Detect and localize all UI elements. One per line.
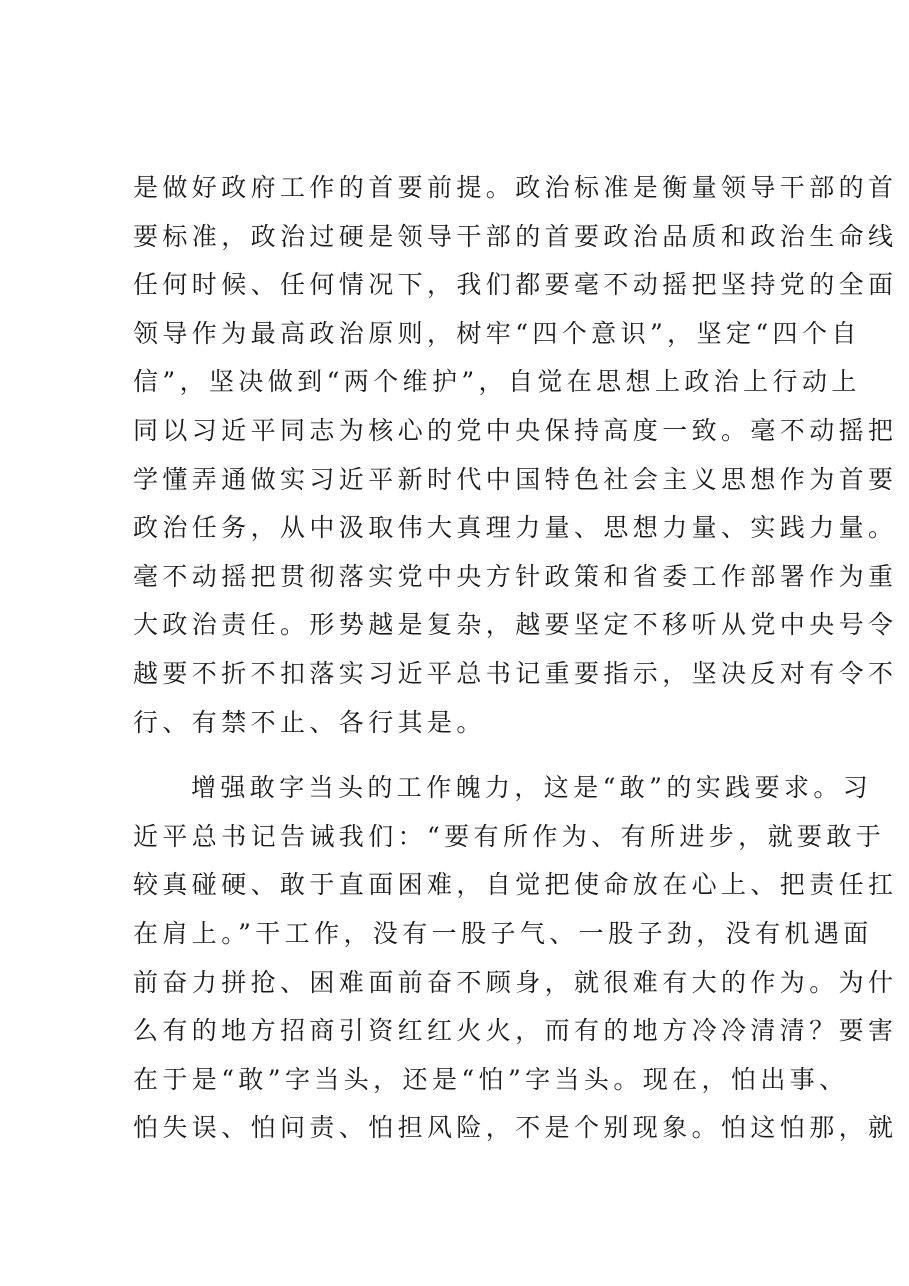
text-line: 行、有禁不止、各行其是。 (133, 707, 486, 737)
text-line: 怕失误、怕问责、怕担风险，不是个别现象。怕这怕那，就 (133, 1113, 898, 1143)
text-line: 增强敢字当头的工作魄力，这是“敢”的实践要求。习 (191, 773, 873, 803)
text-line: 大政治责任。形势越是复杂，越要坚定不移听从党中央号令 (133, 610, 898, 640)
text-line: 领导作为最高政治原则，树牢“四个意识”，坚定“四个自 (133, 318, 861, 348)
text-line: 同以习近平同志为核心的党中央保持高度一致。毫不动摇把 (133, 415, 898, 445)
paragraph-2 (133, 764, 898, 1153)
text-line: 在肩上。”干工作，没有一股子气、一股子劲，没有机遇面 (133, 918, 873, 948)
text-line: 毫不动摇把贯彻落实党中央方针政策和省委工作部署作为重 (133, 561, 898, 591)
text-line: 学懂弄通做实习近平新时代中国特色社会主义思想作为首要 (133, 464, 898, 494)
text-line: 越要不折不扣落实习近平总书记重要指示，坚决反对有令不 (133, 658, 898, 688)
text-line: 前奋力拼抢、困难面前奋不顾身，就很难有大的作为。为什 (133, 967, 898, 997)
paragraph-spacer (133, 747, 793, 764)
text-line: 政治任务，从中汲取伟大真理力量、思想力量、实践力量。 (133, 513, 898, 543)
text-line: 要标准，政治过硬是领导干部的首要政治品质和政治生命线 (133, 221, 898, 251)
document-body (133, 164, 898, 1153)
text-line: 么有的地方招商引资红红火火，而有的地方冷冷清清？要害 (133, 1016, 898, 1046)
text-line: 近平总书记告诫我们：“要有所作为、有所进步，就要敢于 (133, 821, 886, 851)
text-line: 在于是“敢”字当头，还是“怕”字当头。现在，怕出事、 (133, 1064, 849, 1094)
text-line: 信”，坚决做到“两个维护”，自觉在思想上政治上行动上 (133, 367, 861, 397)
text-line: 是做好政府工作的首要前提。政治标准是衡量领导干部的首 (133, 173, 898, 202)
paragraph-1 (133, 164, 898, 747)
text-line: 较真碰硬、敢于直面困难，自觉把使命放在心上、把责任扛 (133, 870, 898, 900)
text-line: 任何时候、任何情况下，我们都要毫不动摇把坚持党的全面 (133, 270, 898, 300)
